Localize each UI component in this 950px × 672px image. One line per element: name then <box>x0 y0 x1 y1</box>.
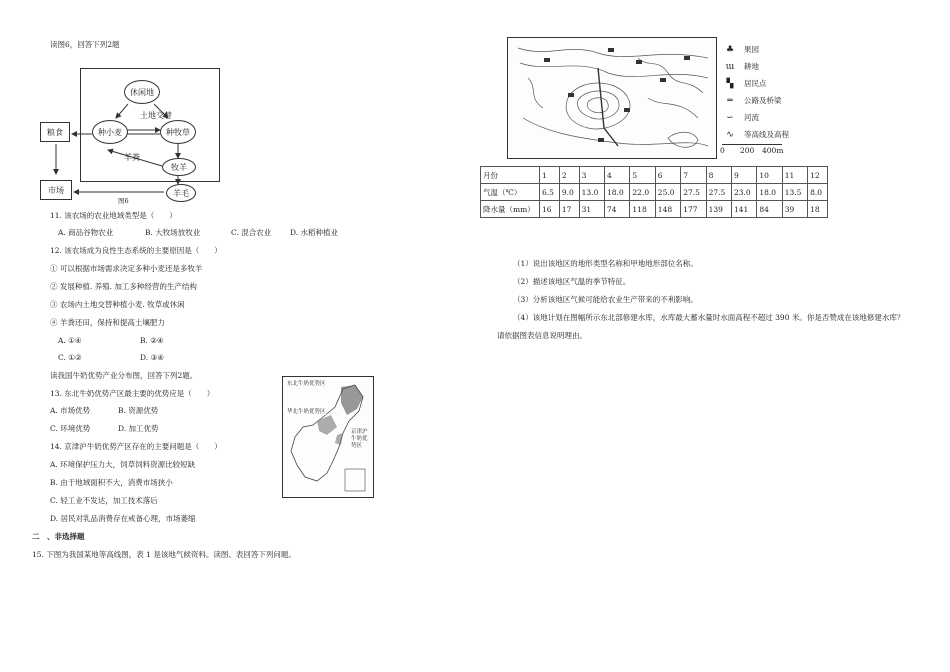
q12-item-4: ④ 羊粪还田，保持和提高土壤肥力 <box>50 318 165 327</box>
climate-cell: 6 <box>655 167 680 184</box>
climate-table <box>480 166 828 218</box>
climate-cell: 8 <box>706 167 731 184</box>
q12-item-3: ③ 农场内土地交替种植小麦. 牧草或休闲 <box>50 300 185 309</box>
figure-6-caption: 图6 <box>118 197 129 205</box>
q14-option-c: C. 轻工业不发达，加工技术落后 <box>50 496 158 505</box>
legend-settlement-label: 居民点 <box>744 79 767 88</box>
climate-cell: 141 <box>731 201 756 218</box>
q12-option-c: C. ①② <box>58 353 82 362</box>
climate-cell: 17 <box>559 201 579 218</box>
legend-contour <box>722 129 789 140</box>
q14-option-b: B. 由于地域面积不大，消费市场狭小 <box>50 478 173 487</box>
q13-option-a: A. 市场优势 <box>50 406 91 415</box>
climate-cell: 3 <box>579 167 604 184</box>
climate-cell: 9.0 <box>559 184 579 201</box>
scale-label-200: 200 <box>740 146 755 155</box>
question-15-4: （4）该地计划在图幅所示东北部修建水库，水库最大蓄水量时水面高程不超过 390 米。你是否赞成在该地修建水库？ <box>513 313 905 322</box>
node-zhongmucao: 种牧草 <box>160 120 196 144</box>
legend-orchard <box>722 44 759 55</box>
climate-row <box>481 184 828 201</box>
legend-river-label: 河流 <box>744 113 759 122</box>
q13-option-d: D. 加工优势 <box>118 424 159 433</box>
q11-option-c: C. 混合农业 <box>231 228 272 237</box>
climate-cell: 7 <box>681 167 706 184</box>
legend-river <box>722 112 759 123</box>
question-11: 11. 该农场的农业地域类型是（ ） <box>50 211 177 220</box>
farmland-icon: ɯ <box>725 61 735 72</box>
q14-option-d: D. 居民对乳品消费存在戒备心理，市场萎缩 <box>50 514 196 523</box>
climate-cell: 18.0 <box>757 184 782 201</box>
node-liangshi: 粮食 <box>40 122 70 142</box>
climate-cell: 74 <box>605 201 630 218</box>
climate-cell: 13.5 <box>782 184 807 201</box>
label-huabei: 华北牛奶优势区 <box>287 409 326 415</box>
climate-row <box>481 167 828 184</box>
climate-cell: 13.0 <box>579 184 604 201</box>
node-muyang: 牧羊 <box>162 158 196 176</box>
label-yangfen: 羊粪 <box>124 153 140 162</box>
section-2-heading: 二 、非选择题 <box>32 532 85 541</box>
q12-item-1: ① 可以根据市场需求决定多种小麦还是多牧羊 <box>50 264 203 273</box>
question-15-2: （2）描述该地区气温的季节特征。 <box>513 277 631 286</box>
legend-farmland <box>722 61 759 72</box>
climate-cell: 31 <box>579 201 604 218</box>
q12-option-a: A. ①④ <box>58 336 82 345</box>
node-zhongxiaomai: 种小麦 <box>92 120 128 144</box>
question-15-4-cont: 请依据图表信息说明理由。 <box>497 331 587 340</box>
q12-option-d: D. ③④ <box>140 353 164 362</box>
road-bridge-icon: ═ <box>727 95 733 106</box>
q11-option-b: B. 大牧场放牧业 <box>145 228 201 237</box>
scale-bar <box>722 144 792 158</box>
q12-item-2: ② 发展种植. 养殖. 加工多种经营的生产结构 <box>50 282 197 291</box>
label-jingjinhu-2: 牛奶优 <box>351 436 368 442</box>
climate-cell: 148 <box>655 201 680 218</box>
orchard-icon: ♣ <box>725 44 735 55</box>
climate-row <box>481 201 828 218</box>
climate-cell: 39 <box>782 201 807 218</box>
climate-cell: 6.5 <box>540 184 560 201</box>
climate-cell: 1 <box>540 167 560 184</box>
climate-cell: 10 <box>757 167 782 184</box>
node-shichang: 市场 <box>40 180 72 200</box>
river-icon: ∽ <box>726 112 734 123</box>
climate-row-header: 月份 <box>481 167 540 184</box>
legend-settlement <box>722 78 767 89</box>
q12-option-b: B. ②④ <box>140 336 164 345</box>
contour-map <box>507 37 717 159</box>
intro-6: 读图6，回答下列2题 <box>50 40 120 49</box>
climate-cell: 11 <box>782 167 807 184</box>
question-14: 14. 京津沪牛奶优势产区存在的主要问题是（ ） <box>50 442 222 451</box>
climate-cell: 118 <box>630 201 655 218</box>
question-15: 15. 下图为我国某地等高线图，表 1 是该地气候资料。读图、表回答下列问题。 <box>32 550 296 559</box>
climate-cell: 25.0 <box>655 184 680 201</box>
legend-road <box>722 95 782 106</box>
climate-cell: 5 <box>630 167 655 184</box>
climate-cell: 2 <box>559 167 579 184</box>
question-15-3: （3）分析该地区气候可能给农业生产带来的不利影响。 <box>513 295 698 304</box>
legend-road-label: 公路及桥梁 <box>744 96 782 105</box>
q14-option-a: A. 环境保护压力大，饲草饲料资源比较短缺 <box>50 460 196 469</box>
node-yangmao: 羊毛 <box>166 184 196 202</box>
milk-region-map <box>282 376 374 498</box>
climate-cell: 8.0 <box>808 184 828 201</box>
intro-13: 读我国牛奶优势产业分布图，回答下列2题。 <box>50 371 198 380</box>
label-jingjinhu-1: 京津沪 <box>351 429 368 435</box>
label-tudi: 土地交替 <box>140 111 172 120</box>
climate-cell: 18 <box>808 201 828 218</box>
node-xiuxiandi: 休闲地 <box>124 80 160 104</box>
label-dongbei: 东北牛奶优势区 <box>287 381 326 387</box>
climate-row-header: 气温（℃） <box>481 184 540 201</box>
climate-cell: 177 <box>681 201 706 218</box>
label-jingjinhu-3: 势区 <box>351 443 363 449</box>
q13-option-c: C. 环境优势 <box>50 424 91 433</box>
climate-cell: 27.5 <box>681 184 706 201</box>
climate-row-header: 降水量（mm） <box>481 201 540 218</box>
climate-cell: 23.0 <box>731 184 756 201</box>
climate-cell: 27.5 <box>706 184 731 201</box>
q11-option-d: D. 水稻种植业 <box>290 228 339 237</box>
climate-cell: 18.0 <box>605 184 630 201</box>
climate-cell: 12 <box>808 167 828 184</box>
legend-orchard-label: 果园 <box>744 45 759 54</box>
climate-cell: 84 <box>757 201 782 218</box>
legend-farmland-label: 耕地 <box>744 62 759 71</box>
q13-option-b: B. 资源优势 <box>118 406 159 415</box>
scale-label-400: 400m <box>762 146 784 155</box>
legend-contour-label: 等高线及高程 <box>744 130 789 139</box>
climate-cell: 9 <box>731 167 756 184</box>
settlement-icon: ▚ <box>726 78 734 89</box>
question-12: 12. 该农场成为良性生态系统的主要原因是（ ） <box>50 246 222 255</box>
figure-6-diagram <box>36 60 236 210</box>
climate-cell: 16 <box>540 201 560 218</box>
climate-cell: 22.0 <box>630 184 655 201</box>
question-13: 13. 东北牛奶优势产区最主要的优势应是（ ） <box>50 389 215 398</box>
climate-cell: 4 <box>605 167 630 184</box>
q11-option-a: A. 商品谷物农业 <box>58 228 114 237</box>
climate-cell: 139 <box>706 201 731 218</box>
question-15-1: （1）说出该地区的地形类型名称和甲地地形部位名称。 <box>513 259 698 268</box>
contour-lines <box>508 38 716 158</box>
contour-icon: ∿ <box>726 129 734 140</box>
scale-label-0: 0 <box>720 146 725 155</box>
